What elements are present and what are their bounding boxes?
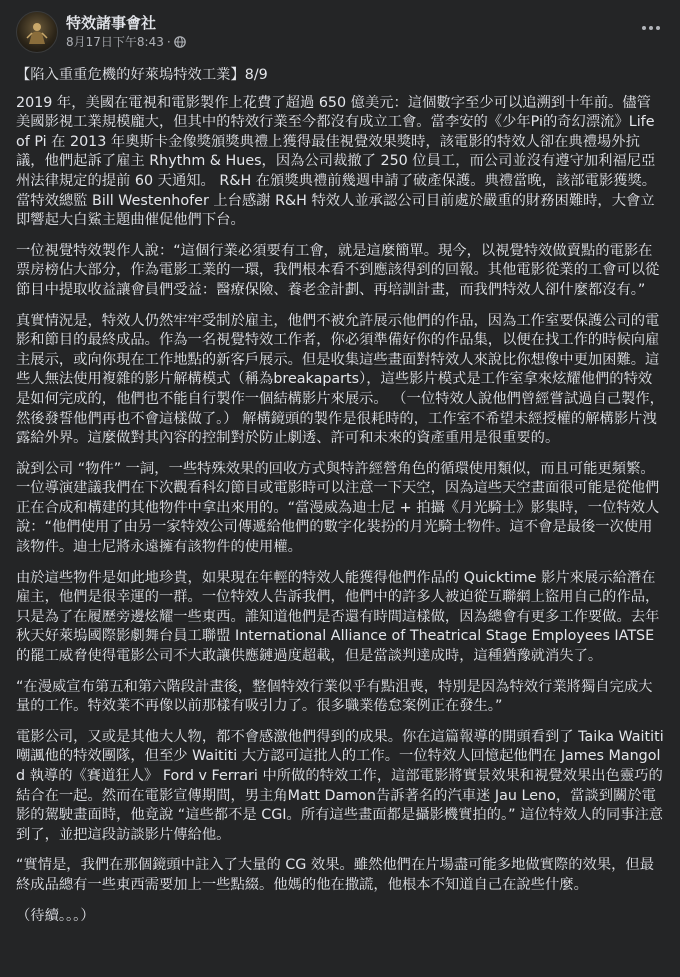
post-body — [16, 66, 664, 926]
post-paragraph: “在漫威宣布第五和第六階段計畫後，整個特效行業似乎有點沮喪，特別是因為特效行業將獨自完成大量的工作。特效業不再像以前那樣有吸引力了。很多職業倦怠案例正在發生。” — [16, 678, 653, 715]
post-paragraph: 由於這些物件是如此地珍貴，如果現在年輕的特效人能獲得他們作品的 Quicktime 影片來展示給潛在雇主，他們是很幸運的一群。一位特效人告訴我們，他們中的許多人被迫從互聯網上盜用自己的作品，只是為了在履歷旁邊炫耀一些東西。誰知道他們是否還有時間這樣做，因為總會有更多工作要做。去年秋天好萊塢國際影劇舞台員工聯盟 International Alliance of Theatrical Stage Employees IATSE 的罷工威脅使得電影公司不大敢讓供應鏈過度超載，但是當談判達成時，這種猶豫就消失了。 — [16, 569, 660, 665]
avatar-figure-icon — [23, 18, 51, 46]
globe-icon[interactable] — [174, 36, 186, 48]
page-name-link[interactable]: 特效諸事會社 — [66, 14, 157, 32]
post-paragraph: 真實情況是，特效人仍然牢牢受制於雇主，他們不被允許展示他們的作品，因為工作室要保護公司的電影和節目的最終成品。作為一名視覺特效工作者，你必須準備好你的作品集，以便在找工作的時候向雇主展示，或向你現在工作地點的新客戶展示。但是收集這些畫面對特效人來說比你想像中更加困難。這些人無法使用複雜的影片解構模式（稱為breakaparts），這些影片模式是工作室拿來炫耀他們的特效是如何完成的，他們也不能自行製作一個結構影片來展示。 （一位特效人說他們曾經嘗試過自己製作，然後發誓他們再也不會這樣做了。） 解構鏡頭的製作是很耗時的，工作室不希望未經授權的解構影片洩露給外界。這麼做對其內容的控制對於防止劇透、許可和未來的資產重用是很重要的。 — [16, 312, 664, 447]
more-horizontal-icon — [642, 26, 646, 30]
post-paragraph: 電影公司，又或是其他大人物，都不會感激他們得到的成果。你在這篇報導的開頭看到了 Taika Waititi 嘲諷他的特效團隊，但至少 Waititi 大方認可這批人的工作。一位特效人回憶起他們在 James Mangold 執導的《賽道狂人》 Ford v Ferrari 中所做的特效工作，這部電影將實景效果和視覺效果出色靈巧的結合在一起。然而在電影宣傳期間，男主角Matt Damon告訴著名的汽車迷 Jau Leno，當談到關於電影的駕駛畫面時，他竟說 “這些都不是 CGI。所有這些畫面都是攝影機實拍的。” 這位特效人的同事注意到了，並把這段訪談影片傳給他。 — [16, 728, 664, 843]
more-dot — [656, 26, 660, 30]
page-avatar[interactable] — [16, 11, 58, 53]
more-options-button[interactable] — [636, 18, 666, 38]
post-paragraph: “實情是，我們在那個鏡頭中註入了大量的 CG 效果。雖然他們在片場盡可能多地做實際的效果，但最終成品總有一些東西需要加上一些點綴。他媽的他在撒謊，他根本不知道自己在說些什麼。 — [16, 857, 655, 893]
post-header — [16, 10, 664, 54]
post-subline — [66, 34, 186, 50]
post-meta — [66, 14, 186, 50]
post-paragraph: 2019 年，美國在電視和電影製作上花費了超過 650 億美元：這個數字至少可以追溯到十年前。儘管美國影視工業規模龐大，但其中的特效行業至今都沒有成立工會。當李安的《少年Pi的奇幻漂流》Life of Pi 在 2013 年奧斯卡金像獎頒獎典禮上獲得最佳視覺效果獎時，該電影的特效人卻在典禮場外抗議，他們起訴了雇主 Rhythm & Hues，因為公司裁撤了 250 位員工，而公司並沒有遵守加利福尼亞州法律規定的提前 60 天通知。 R&H 在頒獎典禮前幾週申請了破產保護。典禮當晚，該部電影獲獎。當特效總監 Bill Westenhofer 上台感謝 R&H 特效人並承認公司目前處於嚴重的財務困難時，大會立即響起大白鯊主題曲催促他們下台。 — [16, 94, 657, 229]
post-timestamp[interactable]: 8月17日下午8:43 — [66, 35, 164, 49]
post-title: 【陷入重重危機的好萊塢特效工業】8/9 — [16, 67, 268, 83]
more-dot — [649, 26, 653, 30]
post-paragraph: （待續。。。） — [16, 907, 95, 924]
post-paragraph: 說到公司 “物件” 一詞，一些特殊效果的回收方式與特許經營角色的循環使用類似，而且可能更頻繁。一位導演建議我們在下次觀看科幻節目或電影時可以注意一下天空，因為這些天空畫面很可能是從他們正在合成和構建的其他物件中拿出來用的。“當漫威為迪士尼 + 拍攝《月光騎士》影集時，一位特效人說：“他們使用了由另一家特效公司傳遞給他們的數字化裝扮的月光騎士物件。這不會是最後一次使用該物件。迪士尼將永遠擁有該物件的使用權。 — [16, 460, 660, 556]
meta-separator: · — [166, 35, 171, 49]
post-paragraph: 一位視覺特效製作人說：“這個行業必須要有工會，就是這麼簡單。現今，以視覺特效做賣點的電影在票房榜佔大部分，作為電影工業的一環，我們根本看不到應該得到的回報。其他電影從業的工會可以從節目中提取收益讓會員們受益：醫療保險、養老金計劃、再培訓計畫，而我們特效人卻什麼都沒有。” — [16, 242, 660, 298]
